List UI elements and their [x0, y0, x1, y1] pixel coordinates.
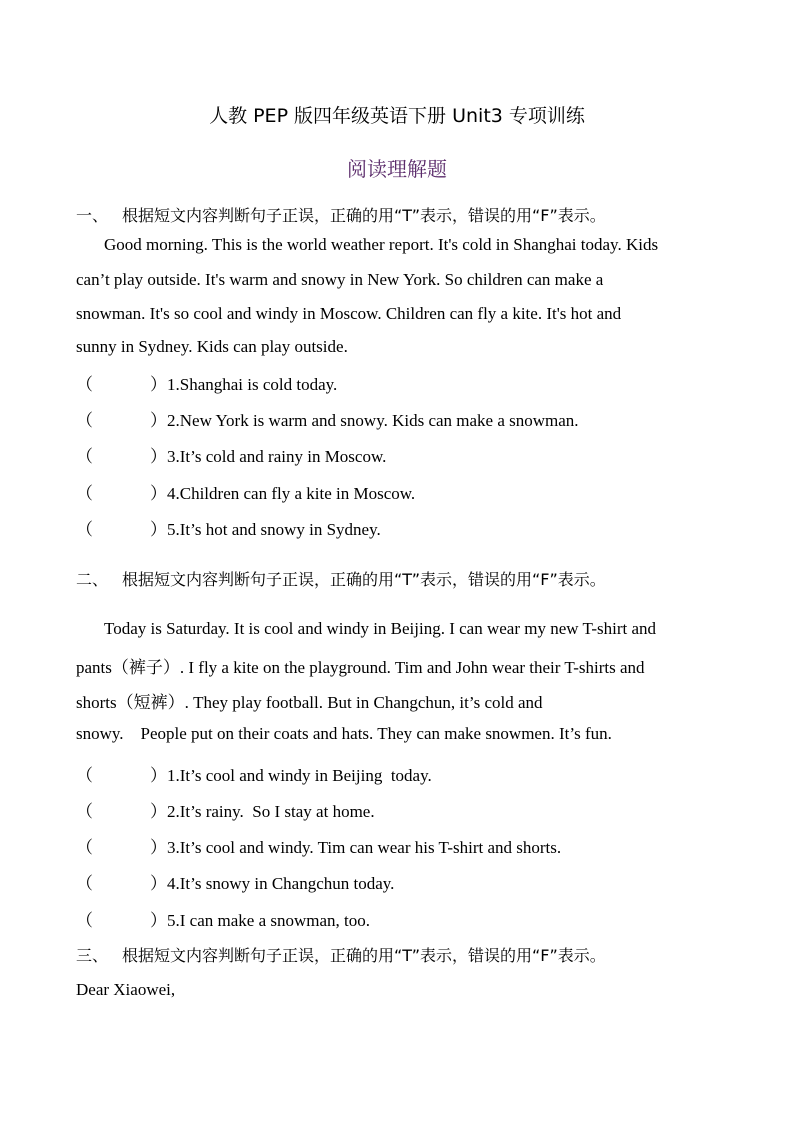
passage-1-line-3: snowman. It's so cool and windy in Moscow. Children can fly a kite. It's hot and — [76, 304, 622, 323]
question-text: ）1.It’s cool and windy in Beijing today. — [150, 766, 432, 785]
section-3-number: 三、 — [76, 946, 109, 965]
answer-blank[interactable]: （ — [76, 838, 93, 857]
passage-2-line-3: shorts（短裤）. They play football. But in Changchun, it’s cold and — [76, 693, 543, 712]
section-3-instruction: 根据短文内容判断句子正误，正确的用“T”表示，错误的用“F”表示。 — [122, 946, 606, 965]
question-1-2 — [76, 406, 579, 431]
answer-blank[interactable]: （ — [76, 802, 93, 821]
question-text: ）3.It’s cool and windy. Tim can wear his T-shirt and shorts. — [150, 838, 562, 857]
question-2-1 — [76, 761, 432, 786]
question-text: ）1.Shanghai is cold today. — [150, 375, 338, 394]
question-2-3 — [76, 833, 561, 858]
answer-blank[interactable]: （ — [76, 874, 93, 893]
question-2-5 — [76, 906, 370, 931]
question-1-1 — [76, 370, 337, 395]
question-text: ）2.New York is warm and snowy. Kids can make a snowman. — [150, 411, 579, 430]
question-text: ）4.Children can fly a kite in Moscow. — [150, 484, 416, 503]
answer-blank[interactable]: （ — [76, 411, 93, 430]
question-2-4 — [76, 869, 394, 894]
question-1-3 — [76, 442, 386, 467]
section-3-heading — [76, 943, 606, 966]
question-text: ）3.It’s cold and rainy in Moscow. — [150, 447, 387, 466]
section-1-number: 一、 — [76, 206, 109, 225]
question-text: ）4.It’s snowy in Changchun today. — [150, 874, 395, 893]
question-1-4 — [76, 479, 415, 504]
page-title: 人教 PEP 版四年级英语下册 Unit3 专项训练 — [209, 105, 585, 127]
answer-blank[interactable]: （ — [76, 766, 93, 785]
passage-2-line-4: snowy. People put on their coats and hats. They can make snowmen. It’s fun. — [76, 724, 612, 743]
section-2-heading — [76, 567, 606, 590]
passage-2-line-1: Today is Saturday. It is cool and windy in Beijing. I can wear my new T-shirt and — [104, 619, 656, 638]
passage-1-line-2: can’t play outside. It's warm and snowy in New York. So children can make a — [76, 270, 604, 289]
answer-blank[interactable]: （ — [76, 520, 93, 539]
question-text: ）5.I can make a snowman, too. — [150, 911, 370, 930]
question-text: ）5.It’s hot and snowy in Sydney. — [150, 520, 381, 539]
passage-1-line-1: Good morning. This is the world weather report. It's cold in Shanghai today. Kids — [104, 235, 659, 254]
answer-blank[interactable]: （ — [76, 911, 93, 930]
answer-blank[interactable]: （ — [76, 375, 93, 394]
answer-blank[interactable]: （ — [76, 484, 93, 503]
question-1-5 — [76, 515, 381, 540]
question-text: ）2.It’s rainy. So I stay at home. — [150, 802, 375, 821]
section-2-instruction: 根据短文内容判断句子正误，正确的用“T”表示，错误的用“F”表示。 — [122, 570, 606, 589]
answer-blank[interactable]: （ — [76, 447, 93, 466]
section-1-heading — [76, 203, 606, 226]
section-2-number: 二、 — [76, 570, 109, 589]
passage-2-line-2: pants（裤子）. I fly a kite on the playground. Tim and John wear their T-shirts and — [76, 658, 645, 677]
passage-1-line-4: sunny in Sydney. Kids can play outside. — [76, 337, 348, 356]
section-1-instruction: 根据短文内容判断句子正误，正确的用“T”表示，错误的用“F”表示。 — [122, 206, 606, 225]
page-subtitle: 阅读理解题 — [347, 157, 447, 181]
question-2-2 — [76, 797, 375, 822]
letter-salutation: Dear Xiaowei, — [76, 980, 176, 999]
